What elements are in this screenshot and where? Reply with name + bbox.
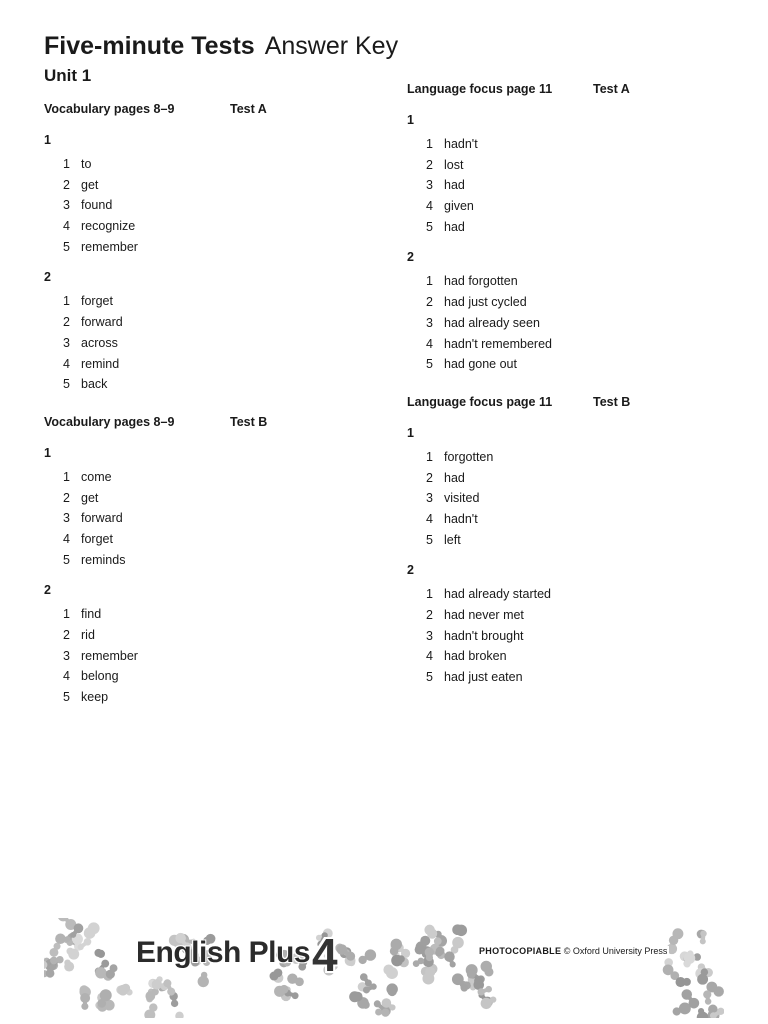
answer-item [407,295,737,316]
answer-number: 5 [63,552,70,567]
answer-item [44,357,374,378]
answer-item [44,491,374,512]
answer-list [407,450,737,553]
answer-text: had just cycled [444,295,527,310]
answer-number: 2 [63,490,70,505]
copyright-text: © Oxford University Press [563,946,668,956]
answer-text: had never met [444,608,524,622]
answer-text: belong [81,669,119,684]
answer-number: 3 [426,178,433,193]
answer-number: 5 [63,239,70,254]
answer-number: 3 [63,335,70,350]
answer-item [44,628,374,649]
left-column [44,102,374,721]
answer-number: 3 [63,648,70,663]
answer-item [44,240,374,261]
answer-item [407,274,737,295]
answer-text: reminds [81,552,126,567]
answer-item [44,532,374,553]
answer-number: 2 [426,470,433,485]
answer-text: had just eaten [444,670,523,685]
answer-text: had already started [444,587,552,602]
section-title: Language focus page 11 [407,394,553,409]
answer-item [407,450,737,471]
exercise-number: 2 [44,583,51,598]
answer-text: to [81,157,92,171]
answer-text: get [81,490,99,505]
answer-text: remember [81,648,138,663]
answer-item [407,316,737,337]
answer-text: remember [81,239,138,254]
answer-item [407,137,737,158]
answer-item [44,336,374,357]
answer-item [407,587,737,608]
answer-number: 5 [426,670,433,685]
answer-item [407,608,737,629]
title-main: Five-minute Tests [44,32,255,60]
section-title: Vocabulary pages 8–9 [44,414,175,429]
answer-number: 5 [63,690,70,705]
answer-number: 2 [63,628,70,642]
answer-item [44,690,374,711]
answer-item [407,471,737,492]
answer-text: had broken [444,649,507,664]
answer-number: 2 [63,177,70,192]
answer-item [44,219,374,240]
photocopiable-notice [477,946,669,956]
right-column [407,82,737,701]
answer-text: rid [81,628,95,642]
answer-text: back [81,377,108,392]
answer-number: 1 [426,274,433,289]
answer-item [44,669,374,690]
answer-number: 3 [63,511,70,526]
answer-number: 1 [426,449,433,464]
answer-number: 5 [426,357,433,372]
answer-text: given [444,199,474,214]
answer-text: visited [444,491,480,506]
exercise-number: 2 [407,563,414,578]
page-title [44,32,398,61]
answer-item [44,649,374,670]
answer-number: 5 [63,377,70,392]
answer-text: had [444,470,465,485]
answer-number: 4 [426,649,433,664]
title-sub: Answer Key [264,32,399,60]
answer-text: find [81,607,102,622]
section-test-label: Test B [230,414,268,429]
answer-text: forgotten [444,449,494,464]
answer-text: recognize [81,219,136,234]
answer-text: forget [81,294,113,309]
answer-text: left [444,532,461,547]
answer-text: hadn't [444,137,478,151]
answer-list [44,294,374,397]
answer-number: 5 [426,219,433,234]
footer [44,918,724,1018]
exercise-number: 1 [44,445,51,460]
answer-item [407,670,737,691]
answer-item [44,470,374,491]
answer-number: 1 [426,137,433,151]
answer-text: had [444,178,465,193]
answer-text: hadn't remembered [444,336,553,351]
answer-number: 4 [426,336,433,351]
exercise-number: 1 [407,113,414,127]
section-heading [407,395,737,409]
section-heading [44,102,374,116]
answer-text: found [81,198,113,213]
answer-item [407,220,737,241]
answer-number: 2 [426,157,433,172]
exercise-number: 1 [407,425,414,440]
photocopiable-label: PHOTOCOPIABLE [479,946,562,956]
answer-list [407,274,737,377]
answer-text: hadn't brought [444,628,524,643]
answer-item [407,178,737,199]
answer-item [407,629,737,650]
exercise-number: 2 [407,250,414,265]
exercise-number: 1 [44,133,51,147]
answer-number: 2 [426,295,433,310]
answer-number: 1 [63,469,70,484]
unit-heading: Unit 1 [44,66,92,85]
answer-item [407,512,737,533]
answer-item [44,294,374,315]
answer-item [407,199,737,220]
answer-list [44,607,374,710]
answer-text: come [81,469,112,484]
section-test-label: Test B [593,394,631,409]
exercise-number: 2 [44,270,51,285]
section-test-label: Test A [230,102,267,116]
answer-number: 4 [63,219,70,234]
section-title: Language focus page 11 [407,82,553,96]
answer-text: get [81,177,99,192]
answer-number: 4 [426,511,433,526]
answer-number: 3 [426,491,433,506]
answer-text: had [444,219,465,234]
answer-number: 2 [426,608,433,622]
answer-item [44,198,374,219]
answer-number: 5 [426,532,433,547]
answer-number: 1 [426,587,433,602]
brand-number: 4 [312,929,338,981]
answer-number: 3 [426,628,433,643]
section-heading [44,415,374,429]
answer-text: forward [81,315,123,330]
answer-number: 1 [63,157,70,171]
answer-list [44,157,374,260]
answer-list [44,470,374,573]
answer-item [407,337,737,358]
answer-text: across [81,335,118,350]
section-heading [407,82,737,96]
answer-text: lost [444,157,464,172]
answer-number: 1 [63,294,70,309]
section-title: Vocabulary pages 8–9 [44,102,175,116]
answer-text: had forgotten [444,274,518,289]
answer-number: 1 [63,607,70,622]
answer-item [44,511,374,532]
answer-number: 2 [63,315,70,330]
answer-number: 4 [426,199,433,214]
answer-text: forget [81,531,113,546]
answer-number: 4 [63,531,70,546]
brand-logo: English Plus [136,936,311,969]
answer-item [44,315,374,336]
answer-text: keep [81,690,109,705]
answer-item [407,357,737,378]
answer-item [44,607,374,628]
answer-text: remind [81,356,120,371]
answer-number: 3 [63,198,70,213]
answer-item [407,491,737,512]
answer-item [44,157,374,178]
answer-text: had gone out [444,357,517,372]
answer-item [44,377,374,398]
answer-number: 4 [63,669,70,684]
section-test-label: Test A [593,82,630,96]
answer-list [407,137,737,240]
answer-text: had already seen [444,315,540,330]
answer-number: 4 [63,356,70,371]
answer-list [407,587,737,690]
answer-number: 3 [426,315,433,330]
answer-item [407,649,737,670]
answer-item [44,178,374,199]
answer-item [407,158,737,179]
answer-text: hadn't [444,511,478,526]
answer-item [44,553,374,574]
answer-item [407,533,737,554]
answer-text: forward [81,511,123,526]
